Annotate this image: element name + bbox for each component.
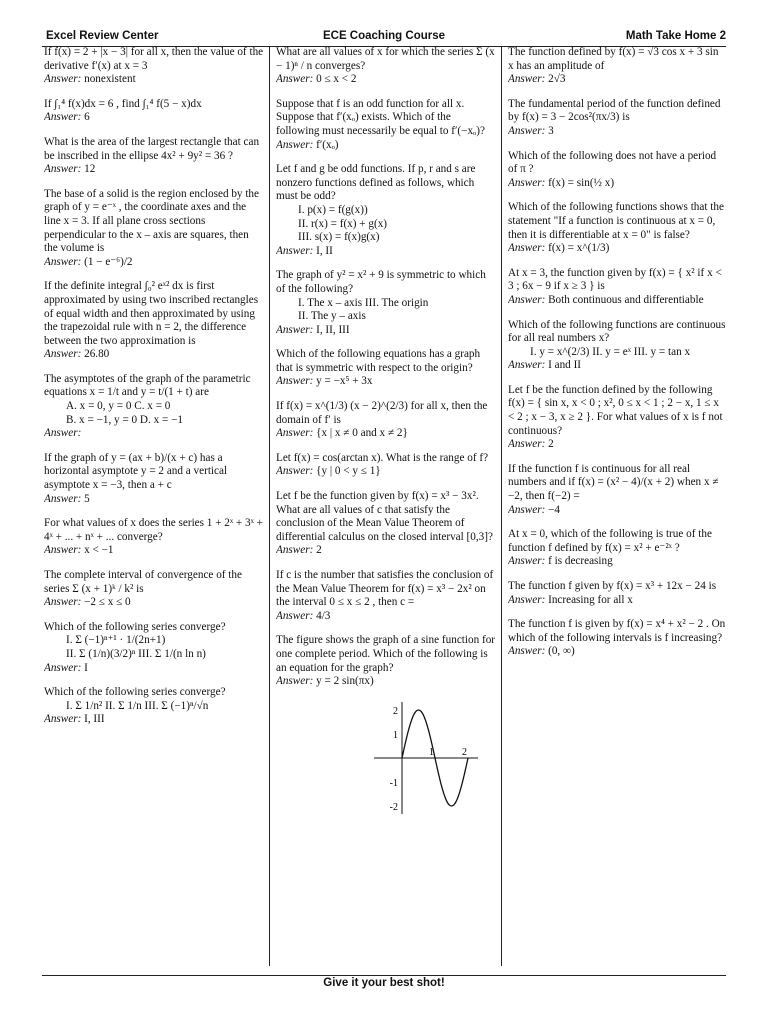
question-item xyxy=(44,188,264,270)
answer-line xyxy=(276,375,496,389)
question-item xyxy=(276,452,496,479)
option-line: I. y = x^(2/3) II. y = eˣ III. y = tan x xyxy=(530,345,691,358)
option-line: II. The y – axis xyxy=(298,310,366,323)
answer-label: Answer: xyxy=(44,596,82,609)
question-text: Which of the following equations has a graph that is symmetric with respect to the origin? xyxy=(276,348,481,374)
option-line: I. Σ (−1)ⁿ⁺¹ · 1/(2n+1) xyxy=(66,634,166,647)
question-item xyxy=(44,373,264,441)
answer-line xyxy=(44,348,264,362)
question-item xyxy=(276,163,496,258)
question-text: If the graph of y = (ax + b)/(x + c) has a horizontal asymptote y = 2 and a vertical asymptote x = −3, then a + c xyxy=(44,451,228,492)
answer-label: Answer: xyxy=(508,438,546,451)
question-text: The complete interval of convergence of the series Σ (x + 1)ᵏ / k² is xyxy=(44,569,242,595)
answer-label: Answer: xyxy=(276,244,314,257)
question-text: Suppose that f is an odd function for all x. Suppose that f′(xₒ) exists. Which of the following must necessarily be equal to f′(−xₒ)? xyxy=(276,97,485,137)
question-text: The figure shows the graph of a sine function for one complete period. Which of the following is an equation for the graph? xyxy=(276,634,496,674)
question-text: The asymptotes of the graph of the parametric equations x = 1/t and y = t/(1 + t) are xyxy=(44,372,251,399)
answer-line xyxy=(276,139,496,153)
question-item xyxy=(276,400,496,441)
answer-label: Answer: xyxy=(508,242,546,255)
answer-label: Answer: xyxy=(508,176,546,189)
answer-line xyxy=(508,504,726,518)
answer-label: Answer: xyxy=(44,255,82,268)
answer-label: Answer: xyxy=(276,609,314,622)
answer-label: Answer: xyxy=(44,544,82,557)
answer-label: Answer: xyxy=(276,375,314,388)
question-item xyxy=(44,136,264,177)
question-text: Which of the following series converge? xyxy=(44,686,226,699)
question-text: The fundamental period of the function defined by f(x) = 3 − 2cos²(πx/3) is xyxy=(508,97,721,124)
column-divider-1 xyxy=(269,46,270,966)
answer-value: −2 ≤ x ≤ 0 xyxy=(84,596,131,609)
answer-line xyxy=(44,662,264,676)
answer-value: −4 xyxy=(548,503,560,516)
answer-label: Answer: xyxy=(508,593,546,606)
question-text: If the definite integral ∫₀² eˣ² dx is first approximated by using two inscribed rectangles of equal width and then approximated by using the trapezoidal rule with n = 2, the difference between the two approximation is xyxy=(44,280,259,347)
question-text: If f(x) = 2 + |x − 3| for all x, then the value of the derivative f′(x) at x = 3 xyxy=(44,46,264,72)
answer-value: f(x) = x^(1/3) xyxy=(548,242,610,255)
option-line: II. Σ (1/n)(3/2)ⁿ III. Σ 1/(n ln n) xyxy=(66,647,206,660)
answer-line xyxy=(276,245,496,259)
question-text: At x = 0, which of the following is true of the function f defined by f(x) = x² + e⁻²ˣ ? xyxy=(508,528,712,554)
answer-label: Answer: xyxy=(508,73,546,86)
sine-graph-figure xyxy=(276,700,496,818)
question-text: Let f be the function given by f(x) = x³ − 3x². What are all values of c that satisfy the conclusion of the Mean Value Theorem of differential calculus on the closed interval [0,3]? xyxy=(276,490,493,543)
question-text: Which of the following does not have a period of π ? xyxy=(508,149,717,176)
answer-value: 26.80 xyxy=(84,348,110,361)
answer-value: f′(xₒ) xyxy=(316,138,339,151)
answer-line xyxy=(508,359,726,373)
answer-line xyxy=(276,324,496,338)
column-divider-2 xyxy=(501,46,502,966)
header-right: Math Take Home 2 xyxy=(625,30,726,42)
answer-line xyxy=(508,645,726,659)
answer-value: 2√3 xyxy=(548,73,566,86)
answer-label: Answer: xyxy=(44,111,82,124)
question-item xyxy=(276,490,496,558)
answer-label: Answer: xyxy=(276,465,314,478)
answer-line xyxy=(44,544,264,558)
column-2 xyxy=(276,46,496,966)
question-text: The graph of y² = x² + 9 is symmetric to which of the following? xyxy=(276,269,486,295)
option-line: I. The x – axis III. The origin xyxy=(298,296,429,309)
answer-line xyxy=(276,544,496,558)
question-text: If the function f is continuous for all real numbers and if f(x) = (x² − 4)/(x + 2) when x ≠ −2, then f(−2) = xyxy=(508,462,719,503)
question-text: The function f is given by f(x) = x⁴ + x² − 2 . On which of the following intervals is f increasing? xyxy=(508,618,726,644)
answer-label: Answer: xyxy=(276,323,314,336)
answer-line xyxy=(508,438,726,452)
question-item xyxy=(508,319,726,373)
answer-label: Answer: xyxy=(44,492,82,505)
answer-line xyxy=(276,427,496,441)
answer-value: I, III xyxy=(84,713,105,726)
header-left: Excel Review Center xyxy=(46,30,159,42)
answer-value: (1 − e⁻⁶)/2 xyxy=(84,255,133,268)
question-item xyxy=(508,528,726,569)
answer-value: f(x) = sin(½ x) xyxy=(548,176,615,189)
column-3 xyxy=(508,46,726,966)
question-item xyxy=(508,201,726,255)
answer-value: 4/3 xyxy=(316,609,331,622)
answer-label: Answer: xyxy=(44,661,82,674)
question-text: Let f and g be odd functions. If p, r and s are nonzero functions defined as follows, which must be odd? xyxy=(276,163,476,203)
y-tick-label: 2 xyxy=(393,705,398,717)
question-item xyxy=(508,618,726,659)
answer-label: Answer: xyxy=(276,427,314,440)
answer-line xyxy=(508,294,726,308)
answer-value: {x | x ≠ 0 and x ≠ 2} xyxy=(316,427,408,440)
question-text: The function f given by f(x) = x³ + 12x − 24 is xyxy=(508,580,717,592)
question-item xyxy=(508,463,726,517)
answer-value: 3 xyxy=(548,124,554,137)
x-tick-label: 1 xyxy=(429,746,434,758)
answer-label: Answer: xyxy=(276,675,314,688)
answer-label: Answer: xyxy=(44,348,82,361)
answer-label: Answer: xyxy=(276,138,314,151)
option-line: II. r(x) = f(x) + g(x) xyxy=(298,217,388,230)
answer-value: 5 xyxy=(84,492,90,505)
question-item xyxy=(508,580,726,607)
answer-label: Answer: xyxy=(44,163,82,176)
question-text: What is the area of the largest rectangle that can be inscribed in the ellipse 4x² + 9y² = 36 ? xyxy=(44,135,260,162)
answer-value: f is decreasing xyxy=(548,555,613,568)
answer-line xyxy=(508,125,726,139)
question-item xyxy=(508,267,726,308)
y-tick-label: 1 xyxy=(393,729,398,741)
question-item xyxy=(44,98,264,125)
answer-label: Answer: xyxy=(508,555,546,568)
answer-line xyxy=(508,242,726,256)
question-text: The base of a solid is the region enclosed by the graph of y = e⁻ˣ , the coordinate axes and the line x = 3. If all plane cross sections perpendicular to the x – axis are squares, then the volume is xyxy=(44,187,259,255)
answer-line xyxy=(508,594,726,608)
answer-label: Answer: xyxy=(44,73,82,86)
answer-value: I, II xyxy=(316,244,333,257)
question-text: For what values of x does the series 1 + 2ˣ + 3ˣ + 4ˣ + ... + nˣ + ... converge? xyxy=(44,517,263,543)
column-1 xyxy=(44,46,264,966)
answer-value: 2 xyxy=(548,438,554,451)
question-item xyxy=(44,517,264,558)
answer-value: 6 xyxy=(84,111,90,124)
question-text: If ∫₁⁴ f(x)dx = 6 , find ∫₁⁴ f(5 − x)dx xyxy=(44,97,202,110)
question-item xyxy=(44,280,264,362)
question-item xyxy=(276,46,496,87)
answer-line xyxy=(44,493,264,507)
header-center: ECE Coaching Course xyxy=(322,30,446,42)
answer-label: Answer: xyxy=(508,503,546,516)
option-line: III. s(x) = f(x)g(x) xyxy=(298,231,380,244)
question-item xyxy=(44,621,264,675)
answer-line xyxy=(44,596,264,610)
answer-line xyxy=(276,675,496,689)
answer-line xyxy=(276,465,496,479)
option-line: A. x = 0, y = 0 C. x = 0 xyxy=(66,400,171,413)
question-item xyxy=(276,634,496,688)
answer-line xyxy=(276,73,496,87)
option-line: I. Σ 1/n² II. Σ 1/n III. Σ (−1)ⁿ/√n xyxy=(66,699,209,712)
question-text: If c is the number that satisfies the conclusion of the Mean Value Theorem for f(x) = x³ − 2x² on the interval 0 ≤ x ≤ 2 , then c = xyxy=(276,569,494,609)
answer-line xyxy=(508,177,726,191)
option-line: I. p(x) = f(g(x)) xyxy=(298,203,368,216)
answer-line xyxy=(508,73,726,87)
answer-label: Answer: xyxy=(508,359,546,372)
answer-value: y = 2 sin(πx) xyxy=(316,675,374,688)
answer-label: Answer: xyxy=(508,124,546,137)
question-text: At x = 3, the function given by f(x) = { x² if x < 3 ; 6x − 9 if x ≥ 3 } is xyxy=(508,266,722,293)
answer-value: 0 ≤ x < 2 xyxy=(316,73,357,86)
x-tick-label: 2 xyxy=(462,746,467,758)
question-text: The function defined by f(x) = √3 cos x + 3 sin x has an amplitude of xyxy=(508,46,719,72)
answer-value: I xyxy=(84,661,88,674)
answer-line xyxy=(44,73,264,87)
question-item xyxy=(44,686,264,727)
answer-label: Answer: xyxy=(276,544,314,557)
question-item xyxy=(276,269,496,337)
answer-value: 12 xyxy=(84,163,96,176)
option-line: B. x = −1, y = 0 D. x = −1 xyxy=(66,413,184,426)
question-item xyxy=(276,348,496,389)
answer-value: I, II, III xyxy=(316,323,350,336)
answer-line xyxy=(44,256,264,270)
answer-label: Answer: xyxy=(508,293,546,306)
question-text: Which of the following functions shows that the statement "If a function is continuous at x = 0, then it is differentiable at x = 0" is false? xyxy=(508,201,724,241)
question-text: If f(x) = x^(1/3) (x − 2)^(2/3) for all x, then the domain of f′ is xyxy=(276,400,488,426)
answer-label: Answer: xyxy=(44,713,82,726)
answer-value: nonexistent xyxy=(84,73,136,86)
answer-line xyxy=(44,111,264,125)
y-tick-label: -2 xyxy=(389,801,398,813)
y-tick-label: -1 xyxy=(389,777,398,789)
question-text: Which of the following functions are continuous for all real numbers x? xyxy=(508,318,726,345)
question-item xyxy=(44,452,264,506)
answer-value: (0, ∞) xyxy=(548,645,575,658)
question-item xyxy=(508,46,726,87)
answer-line xyxy=(44,427,264,441)
question-item xyxy=(276,98,496,152)
answer-line xyxy=(508,555,726,569)
answer-line xyxy=(276,610,496,624)
question-item xyxy=(276,569,496,623)
answer-line xyxy=(44,163,264,177)
answer-value: x < −1 xyxy=(84,544,114,557)
footer-motto: Give it your best shot! xyxy=(323,977,445,989)
question-item xyxy=(44,46,264,87)
answer-label: Answer: xyxy=(276,73,314,86)
answer-label: Answer: xyxy=(508,645,546,658)
question-text: Let f(x) = cos(arctan x). What is the range of f? xyxy=(276,451,489,464)
answer-value: I and II xyxy=(548,359,582,372)
question-text: What are all values of x for which the series Σ (x − 1)ⁿ / n converges? xyxy=(276,46,495,72)
question-text: Let f be the function defined by the following f(x) = { sin x, x < 0 ; x², 0 ≤ x < 1 ; 2 − x, 1 ≤ x < 2 ; x − 3, x ≥ 2 }. For what values of x is f not continuous? xyxy=(508,383,723,437)
question-item xyxy=(508,384,726,452)
answer-label: Answer: xyxy=(44,427,82,440)
page-header xyxy=(42,30,726,46)
question-item xyxy=(508,98,726,139)
answer-value: y = −x⁵ + 3x xyxy=(316,375,373,388)
answer-line xyxy=(44,713,264,727)
answer-value: 2 xyxy=(316,544,322,557)
question-item xyxy=(44,569,264,610)
answer-value: Increasing for all x xyxy=(548,593,633,606)
answer-value: Both continuous and differentiable xyxy=(548,293,704,306)
footer-rule xyxy=(42,975,726,976)
answer-value: {y | 0 < y ≤ 1} xyxy=(316,465,381,478)
question-item xyxy=(508,150,726,191)
question-text: Which of the following series converge? xyxy=(44,620,226,633)
sine-graph xyxy=(372,700,482,816)
